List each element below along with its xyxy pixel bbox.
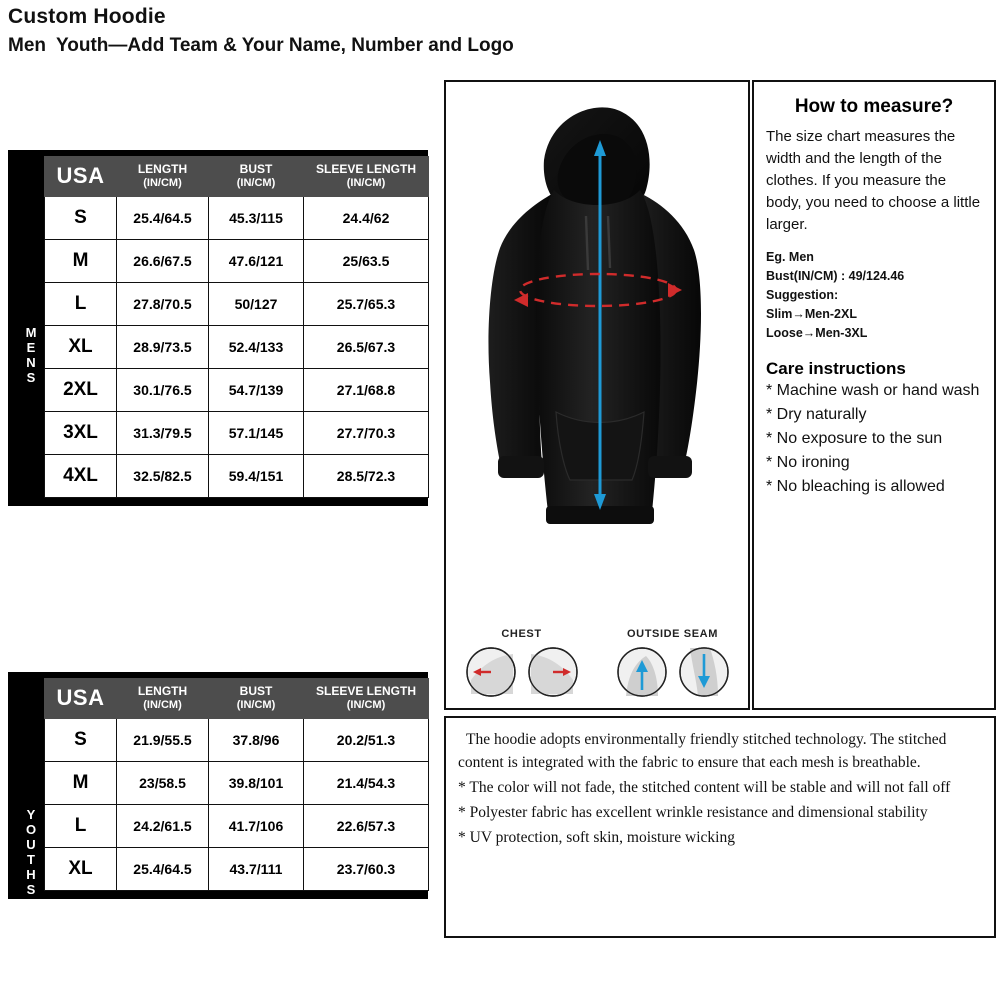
fabric-description-panel [444, 716, 996, 938]
how-to-measure-panel [752, 80, 996, 710]
how-to-measure-text: The size chart measures the width and the length of the clothes. If you measure the body, you need to choose a little larger. [766, 128, 981, 233]
chest-left-arrow-icon [465, 646, 517, 698]
example-line: Eg. Men [766, 250, 814, 264]
page-header [8, 4, 708, 59]
cell-size: M [45, 762, 117, 805]
youths-size-table [44, 678, 429, 891]
cell-sleeve: 25/63.5 [304, 240, 429, 283]
cell-bust: 43.7/111 [209, 848, 304, 891]
example-line: Slim→Men-2XL [766, 307, 857, 321]
cell-length: 24.2/61.5 [117, 805, 209, 848]
hoodie-svg [446, 82, 748, 602]
chest-right-arrow-icon [527, 646, 579, 698]
column-header-sleeve: SLEEVE LENGTH (IN/CM) [304, 157, 429, 197]
table-row [45, 805, 429, 848]
column-header-sleeve: SLEEVE LENGTH (IN/CM) [304, 679, 429, 719]
cell-length: 23/58.5 [117, 762, 209, 805]
column-header-length: LENGTH (IN/CM) [117, 157, 209, 197]
cell-size: S [45, 719, 117, 762]
example-line: Bust(IN/CM) : 49/124.46 [766, 269, 905, 283]
cell-size: S [45, 197, 117, 240]
description-paragraph: * Polyester fabric has excellent wrinkle resistance and dimensional stability [458, 804, 928, 821]
care-instructions-list [766, 379, 982, 499]
cell-sleeve: 27.7/70.3 [304, 412, 429, 455]
cell-size: M [45, 240, 117, 283]
cell-length: 26.6/67.5 [117, 240, 209, 283]
table-header-row [45, 157, 429, 197]
mens-size-chart [8, 150, 428, 506]
table-row [45, 197, 429, 240]
care-item: * No exposure to the sun [766, 430, 943, 447]
cell-sleeve: 28.5/72.3 [304, 455, 429, 498]
table-row [45, 719, 429, 762]
cell-bust: 50/127 [209, 283, 304, 326]
youths-size-chart [8, 672, 428, 899]
table-header-row [45, 679, 429, 719]
cell-bust: 39.8/101 [209, 762, 304, 805]
cell-size: 2XL [45, 369, 117, 412]
cell-size: 3XL [45, 412, 117, 455]
cell-bust: 52.4/133 [209, 326, 304, 369]
cell-length: 21.9/55.5 [117, 719, 209, 762]
outside-seam-caption: OUTSIDE SEAM [627, 628, 718, 640]
column-header-usa: USA [45, 157, 117, 197]
cell-bust: 45.3/115 [209, 197, 304, 240]
cell-bust: 57.1/145 [209, 412, 304, 455]
cell-length: 31.3/79.5 [117, 412, 209, 455]
table-row [45, 848, 429, 891]
subtitle-youth: Youth—Add Team & Your Name, Number and Logo [56, 35, 514, 56]
care-item: * Dry naturally [766, 406, 867, 423]
example-line: Suggestion: [766, 288, 839, 302]
subtitle-men: Men [8, 35, 46, 56]
mens-side-label: M E N S [25, 325, 37, 385]
chest-caption: CHEST [501, 628, 542, 640]
cell-sleeve: 25.7/65.3 [304, 283, 429, 326]
table-row [45, 762, 429, 805]
care-instructions-title: Care instructions [766, 359, 906, 378]
cell-sleeve: 21.4/54.3 [304, 762, 429, 805]
care-item: * No bleaching is allowed [766, 478, 945, 495]
cell-sleeve: 22.6/57.3 [304, 805, 429, 848]
cell-sleeve: 26.5/67.3 [304, 326, 429, 369]
description-paragraph: * UV protection, soft skin, moisture wicking [458, 829, 735, 846]
cell-length: 32.5/82.5 [117, 455, 209, 498]
description-paragraph: * The color will not fade, the stitched content will be stable and will not fall off [458, 779, 951, 796]
table-row [45, 240, 429, 283]
cell-sleeve: 23.7/60.3 [304, 848, 429, 891]
column-header-length: LENGTH (IN/CM) [117, 679, 209, 719]
cell-bust: 47.6/121 [209, 240, 304, 283]
table-row [45, 369, 429, 412]
cell-size: XL [45, 326, 117, 369]
cell-size: 4XL [45, 455, 117, 498]
care-item: * No ironing [766, 454, 850, 471]
cell-size: L [45, 805, 117, 848]
table-row [45, 326, 429, 369]
page-title: Custom Hoodie [8, 5, 166, 28]
cell-length: 27.8/70.5 [117, 283, 209, 326]
youths-side-label: Y O U T H S [25, 807, 37, 897]
chest-icon-group [452, 628, 592, 698]
example-line: Loose→Men-3XL [766, 326, 868, 340]
table-row [45, 412, 429, 455]
cell-length: 30.1/76.5 [117, 369, 209, 412]
cell-sleeve: 20.2/51.3 [304, 719, 429, 762]
hoodie-photo-panel [444, 80, 750, 710]
how-to-measure-title: How to measure? [794, 96, 954, 117]
seam-up-arrow-icon [616, 646, 668, 698]
cell-bust: 37.8/96 [209, 719, 304, 762]
outside-seam-icon-group [603, 628, 743, 698]
cell-length: 28.9/73.5 [117, 326, 209, 369]
cell-bust: 41.7/106 [209, 805, 304, 848]
column-header-bust: BUST (IN/CM) [209, 157, 304, 197]
measure-icon-row [446, 628, 748, 698]
hoodie-illustration [446, 82, 748, 708]
table-row [45, 455, 429, 498]
description-paragraph: The hoodie adopts environmentally friendly stitched technology. The stitched content is integrated with the fabric to ensure that each mesh is breathable. [458, 731, 947, 771]
column-header-bust: BUST (IN/CM) [209, 679, 304, 719]
mens-size-table [44, 156, 429, 498]
seam-down-arrow-icon [678, 646, 730, 698]
page-subtitle [8, 33, 708, 59]
cell-length: 25.4/64.5 [117, 197, 209, 240]
cell-length: 25.4/64.5 [117, 848, 209, 891]
column-header-usa: USA [45, 679, 117, 719]
cell-bust: 54.7/139 [209, 369, 304, 412]
table-row [45, 283, 429, 326]
example-block [766, 248, 982, 343]
care-item: * Machine wash or hand wash [766, 382, 980, 399]
cell-sleeve: 24.4/62 [304, 197, 429, 240]
cell-size: L [45, 283, 117, 326]
cell-size: XL [45, 848, 117, 891]
cell-sleeve: 27.1/68.8 [304, 369, 429, 412]
cell-bust: 59.4/151 [209, 455, 304, 498]
